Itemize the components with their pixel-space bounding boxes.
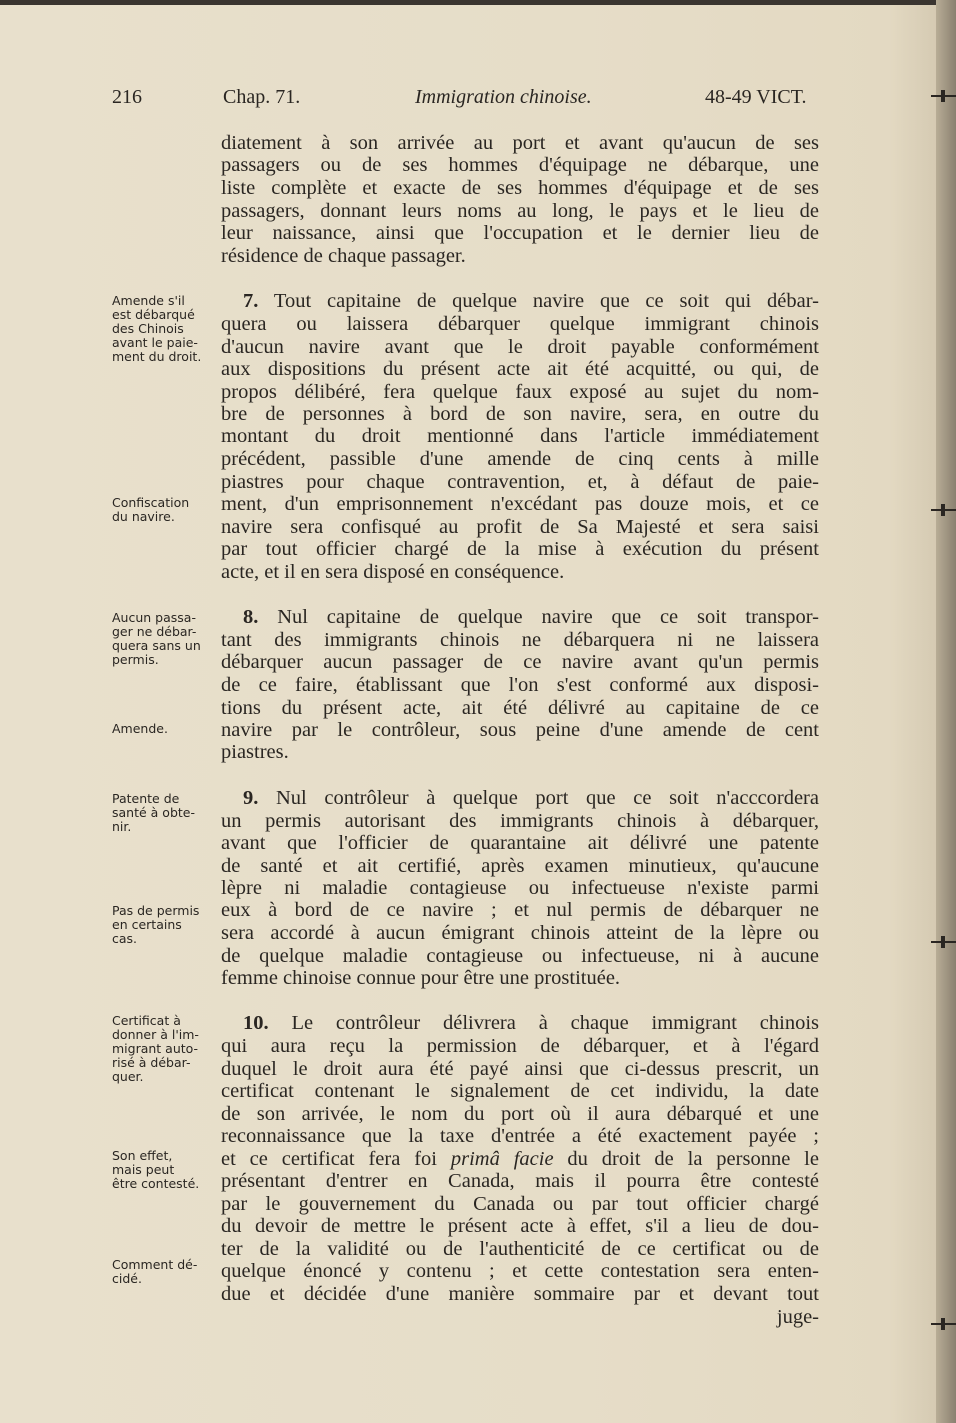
body-line: de ce faire, établissant que l'on s'est conformé aux disposi-	[221, 674, 819, 696]
body-line: qui aura reçu la permission de débarquer, et à l'égard	[221, 1035, 819, 1057]
body-line: avant que l'officier de quarantaine ait délivré une patente	[221, 832, 819, 854]
margin-note-amende: Amende.	[112, 721, 168, 736]
margin-note-amende-debarque: des Chinois	[112, 321, 184, 336]
body-line: passagers ou de ses hommes d'équipage ne débarque, une	[221, 154, 819, 176]
margin-note-pas-de-permis: en certains	[112, 917, 182, 932]
body-line: quelque énoncé y contenu ; et cette contestation sera enten-	[221, 1260, 819, 1282]
body-line: de santé et ait certifié, après examen minutieux, qu'aucune	[221, 855, 819, 877]
body-line: liste complète et exacte de ses hommes d'équipage et de ses	[221, 177, 819, 199]
body-line: 9. Nul contrôleur à quelque port que ce soit n'acccordera	[243, 787, 819, 809]
body-line: tant des immigrants chinois ne débarquera ni ne laissera	[221, 629, 819, 651]
body-line: tions du présent acte, ait été délivré au capitaine de ce	[221, 697, 819, 719]
body-line: de son arrivée, le nom du port où il aura débarqué et une	[221, 1103, 819, 1125]
body-line: de quelque maladie contagieuse ou infectueuse, ni à aucune	[221, 945, 819, 967]
margin-note-son-effet: être contesté.	[112, 1176, 200, 1191]
body-line: duquel le droit aura été payé ainsi que ci-dessus prescrit, un	[221, 1058, 819, 1080]
section-number: 8.	[243, 606, 259, 628]
body-line: passagers, donnant leurs noms au long, le pays et le lieu de	[221, 200, 819, 222]
body-line: diatement à son arrivée au port et avant qu'aucun de ses	[221, 132, 819, 154]
margin-note-amende-debarque: est débarqué	[112, 307, 195, 322]
section-number: 9.	[243, 787, 259, 809]
body-line: bre de personnes à bord de son navire, sera, en outre du	[221, 403, 819, 425]
margin-note-comment-decide: Comment dé-	[112, 1257, 198, 1272]
margin-note-confiscation: Confiscation	[112, 495, 190, 510]
body-line: ment, d'un emprisonnement n'excédant pas douze mois, et ce	[221, 493, 819, 515]
margin-note-patente-sante: nir.	[112, 819, 132, 834]
margin-note-comment-decide: cidé.	[112, 1271, 142, 1286]
margin-note-patente-sante: santé à obte-	[112, 805, 195, 820]
margin-note-pas-de-permis: cas.	[112, 931, 138, 946]
margin-note-aucun-passager: ger ne débar-	[112, 624, 197, 639]
margin-note-amende-debarque: avant le paie-	[112, 335, 198, 350]
body-line: navire par le contrôleur, sous peine d'une amende de cent	[221, 719, 819, 741]
edge-tab-mark	[931, 509, 956, 511]
body-line: piastres pour chaque contravention, et, à défaut de paie-	[221, 471, 819, 493]
body-line: femme chinoise connue pour être une prostituée.	[221, 967, 621, 989]
body-line: précédent, passible d'une amende de cinq cents à mille	[221, 448, 819, 470]
margin-note-certificat: quer.	[112, 1069, 144, 1084]
margin-note-amende-debarque: ment du droit.	[112, 349, 202, 364]
body-line: 8. Nul capitaine de quelque navire que ce soit transpor-	[243, 606, 819, 628]
body-line: aux dispositions du présent acte ait été acquitté, ou qui, de	[221, 358, 819, 380]
body-line: due et décidée d'une manière sommaire par et devant tout	[221, 1283, 819, 1305]
margin-note-certificat: donner à l'im-	[112, 1027, 199, 1042]
body-line: débarquer aucun passager de ce navire avant qu'un permis	[221, 651, 819, 673]
margin-note-patente-sante: Patente de	[112, 791, 180, 806]
running-title: Immigration chinoise.	[415, 86, 592, 108]
margin-note-son-effet: mais peut	[112, 1162, 175, 1177]
body-line: navire sera confisqué au profit de Sa Majesté et sera saisi	[221, 516, 819, 538]
body-line: résidence de chaque passager.	[221, 245, 466, 267]
body-line: acte, et il en sera disposé en conséquence.	[221, 561, 565, 583]
body-line: un permis autorisant des immigrants chinois à débarquer,	[221, 810, 819, 832]
margin-note-certificat: migrant auto-	[112, 1041, 199, 1056]
edge-tab-mark	[931, 941, 956, 943]
top-edge	[0, 0, 956, 5]
margin-note-certificat: Certificat à	[112, 1013, 181, 1028]
margin-note-confiscation: du navire.	[112, 509, 175, 524]
body-line: et ce certificat fera foi primâ facie du droit de la personne le	[221, 1148, 819, 1170]
body-line: leur naissance, ainsi que l'occupation et le dernier lieu de	[221, 222, 819, 244]
body-line: 10. Le contrôleur délivrera à chaque immigrant chinois	[243, 1012, 819, 1034]
body-line: juge-	[776, 1306, 819, 1328]
body-line: par tout officier chargé de la mise à exécution du présent	[221, 538, 819, 560]
margin-note-amende-debarque: Amende s'il	[112, 293, 185, 308]
body-line: quera ou laissera débarquer quelque immigrant chinois	[221, 313, 819, 335]
body-line: certificat contenant le signalement de cet individu, la date	[221, 1080, 819, 1102]
binding-edge	[936, 0, 956, 1423]
margin-note-aucun-passager: Aucun passa-	[112, 610, 196, 625]
section-number: 7.	[243, 290, 259, 312]
margin-note-aucun-passager: permis.	[112, 652, 159, 667]
margin-note-son-effet: Son effet,	[112, 1148, 173, 1163]
body-line: ter de la validité ou de l'authenticité de ce certificat ou de	[221, 1238, 819, 1260]
margin-note-pas-de-permis: Pas de permis	[112, 903, 200, 918]
edge-tab-mark	[931, 1323, 956, 1325]
body-line: reconnaissance que la taxe d'entrée a été exactement payée ;	[221, 1125, 819, 1147]
margin-note-aucun-passager: quera sans un	[112, 638, 201, 653]
body-line: piastres.	[221, 741, 289, 763]
body-line: du devoir de mettre le présent acte à effet, s'il a lieu de dou-	[221, 1215, 819, 1237]
edge-tab-mark	[931, 95, 956, 97]
body-line: sera accordé à aucun émigrant chinois atteint de la lèpre ou	[221, 922, 819, 944]
body-line: présentant d'entrer en Canada, mais il pourra être contesté	[221, 1170, 819, 1192]
reign-label: 48-49 VICT.	[705, 86, 807, 108]
body-line: eux à bord de ce navire ; et nul permis de débarquer ne	[221, 899, 819, 921]
body-line: 7. Tout capitaine de quelque navire que ce soit qui débar-	[243, 290, 819, 312]
page-number: 216	[112, 86, 142, 108]
body-line: montant du droit mentionné dans l'article immédiatement	[221, 425, 819, 447]
margin-note-certificat: risé à débar-	[112, 1055, 191, 1070]
body-line: par le gouvernement du Canada ou par tout officier chargé	[221, 1193, 819, 1215]
chapter-label: Chap. 71.	[223, 86, 301, 108]
body-line: d'aucun navire avant que le droit payable conformément	[221, 336, 819, 358]
section-number: 10.	[243, 1012, 269, 1034]
body-line: propos délibéré, fera quelque faux exposé au sujet du nom-	[221, 381, 819, 403]
italic-phrase: primâ facie	[450, 1148, 554, 1170]
body-line: lèpre ni maladie contagieuse ou infectueuse n'existe parmi	[221, 877, 819, 899]
